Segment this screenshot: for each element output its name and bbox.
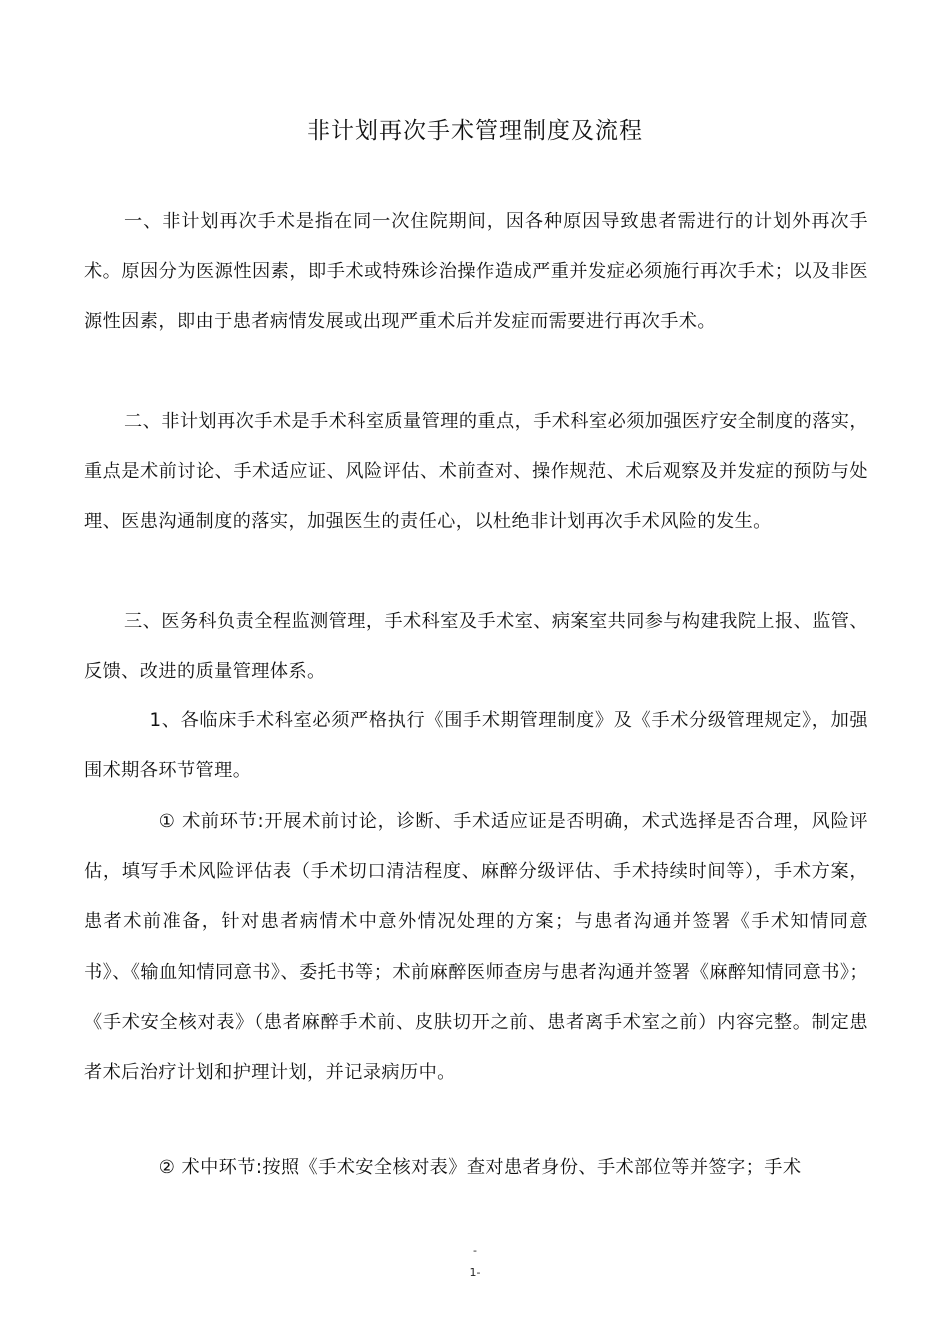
paragraph-text: ② 术中环节:按照《手术安全核对表》查对患者身份、手术部位等并签字；手术 <box>158 1157 802 1178</box>
document-title: 非计划再次手术管理制度及流程 <box>307 118 643 144</box>
paragraph-1 <box>84 197 868 348</box>
paragraph-text: 二、非计划再次手术是手术科室质量管理的重点，手术科室必须加强医疗安全制度的落实，重点是术前讨论、手术适应证、风险评估、术前查对、操作规范、术后观察及并发症的预防与处理、医患沟通制度的落实，加强医生的责任心，以杜绝非计划再次手术风险的发生。 <box>84 411 868 533</box>
page-number: 1- <box>469 1266 481 1279</box>
paragraph-text: 1、各临床手术科室必须严格执行《围手术期管理制度》及《手术分级管理规定》，加强围术期各环节管理。 <box>84 710 868 782</box>
paragraph-2 <box>84 397 868 548</box>
paragraph-text: 三、医务科负责全程监测管理，手术科室及手术室、病案室共同参与构建我院上报、监管、反馈、改进的质量管理体系。 <box>84 611 868 683</box>
footer-dash: - <box>473 1244 477 1257</box>
paragraph-4 <box>84 696 868 796</box>
paragraph-6 <box>84 1143 868 1193</box>
paragraph-text: 一、非计划再次手术是指在同一次住院期间，因各种原因导致患者需进行的计划外再次手术。原因分为医源性因素，即手术或特殊诊治操作造成严重并发症必须施行再次手术；以及非医源性因素，即由于患者病情发展或出现严重术后并发症而需要进行再次手术。 <box>84 211 868 333</box>
paragraph-3 <box>84 597 868 697</box>
paragraph-text: ① 术前环节:开展术前讨论，诊断、手术适应证是否明确，术式选择是否合理，风险评估，填写手术风险评估表（手术切口清洁程度、麻醉分级评估、手术持续时间等），手术方案，患者术前准备，针对患者病情术中意外情况处理的方案；与患者沟通并签署《手术知情同意书》、《输血知情同意书》、委托书等；术前麻醉医师查房与患者沟通并签署《麻醉知情同意书》；《手术安全核对表》（患者麻醉手术前、皮肤切开之前、患者离手术室之前）内容完整。制定患者术后治疗计划和护理计划，并记录病历中。 <box>84 811 868 1084</box>
paragraph-5 <box>84 797 868 1098</box>
